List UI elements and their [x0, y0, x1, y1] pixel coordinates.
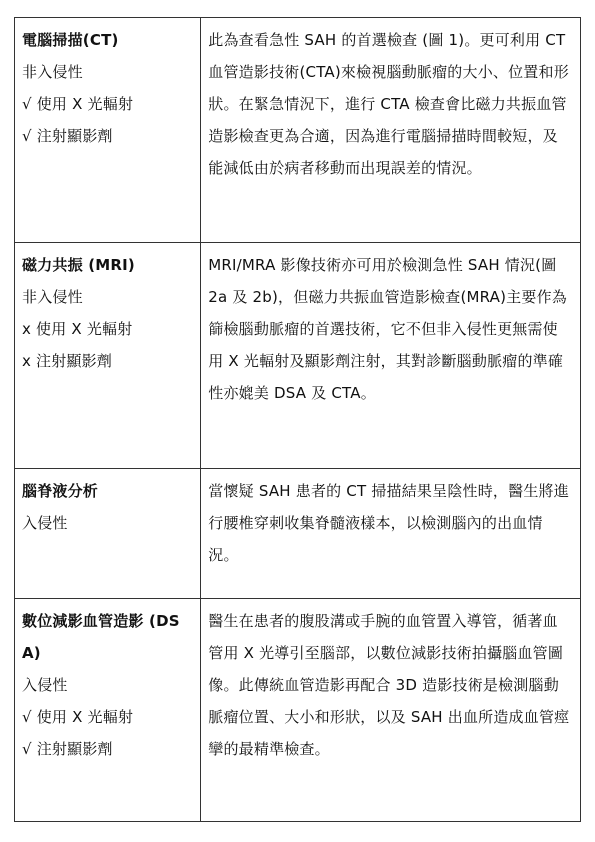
method-description-csf: 當懷疑 SAH 患者的 CT 掃描結果呈陰性時，醫生將進行腰椎穿刺收集脊髓液樣本，以檢測腦內的出血情況。: [208, 482, 569, 564]
method-attribute: 入侵性: [22, 676, 68, 694]
method-title-dsa: 數位減影血管造影 (DSA): [22, 612, 180, 662]
method-attribute: x 使用 X 光輻射: [22, 320, 133, 338]
description-cell-ct: [201, 18, 581, 243]
method-cell-mri: [15, 243, 201, 469]
method-attribute: 非入侵性: [22, 63, 83, 81]
method-attribute: x 注射顯影劑: [22, 352, 113, 370]
method-cell-ct: [15, 18, 201, 243]
method-title-mri: 磁力共振 (MRI): [22, 256, 135, 274]
imaging-methods-table: [14, 17, 581, 822]
method-attribute: √ 使用 X 光輻射: [22, 708, 134, 726]
method-cell-csf: [15, 469, 201, 599]
table-row-mri: [15, 243, 581, 469]
description-cell-dsa: [201, 599, 581, 822]
description-cell-csf: [201, 469, 581, 599]
method-title-ct: 電腦掃描(CT): [22, 31, 119, 49]
table-row-dsa: [15, 599, 581, 822]
method-attribute: √ 注射顯影劑: [22, 127, 113, 145]
method-attribute: √ 注射顯影劑: [22, 740, 113, 758]
method-attribute: 入侵性: [22, 514, 68, 532]
table-row-ct: [15, 18, 581, 243]
method-description-ct: 此為查看急性 SAH 的首選檢查 (圖 1)。更可利用 CT 血管造影技術(CTA)來檢視腦動脈瘤的大小、位置和形狀。在緊急情況下，進行 CTA 檢查會比磁力共振血管造影檢查更為合適，因為進行電腦掃描時間較短，及能減低由於病者移動而出現誤差的情況。: [208, 31, 569, 177]
method-cell-dsa: [15, 599, 201, 822]
method-title-csf: 腦脊液分析: [22, 482, 99, 500]
method-attribute: √ 使用 X 光輻射: [22, 95, 134, 113]
method-description-dsa: 醫生在患者的腹股溝或手腕的血管置入導管，循著血管用 X 光導引至腦部，以數位減影技術拍攝腦血管圖像。此傳統血管造影再配合 3D 造影技術是檢測腦動脈瘤位置、大小和形狀，以及 SAH 出血所造成血管痙攣的最精準檢查。: [208, 612, 570, 758]
table-row-csf: [15, 469, 581, 599]
method-description-mri: MRI/MRA 影像技術亦可用於檢測急性 SAH 情況(圖 2a 及 2b)，但磁力共振血管造影檢查(MRA)主要作為篩檢腦動脈瘤的首選技術，它不但非入侵性更無需使用 X 光輻射及顯影劑注射，其對診斷腦動脈瘤的準確性亦媲美 DSA 及 CTA。: [208, 256, 567, 402]
description-cell-mri: [201, 243, 581, 469]
method-attribute: 非入侵性: [22, 288, 83, 306]
